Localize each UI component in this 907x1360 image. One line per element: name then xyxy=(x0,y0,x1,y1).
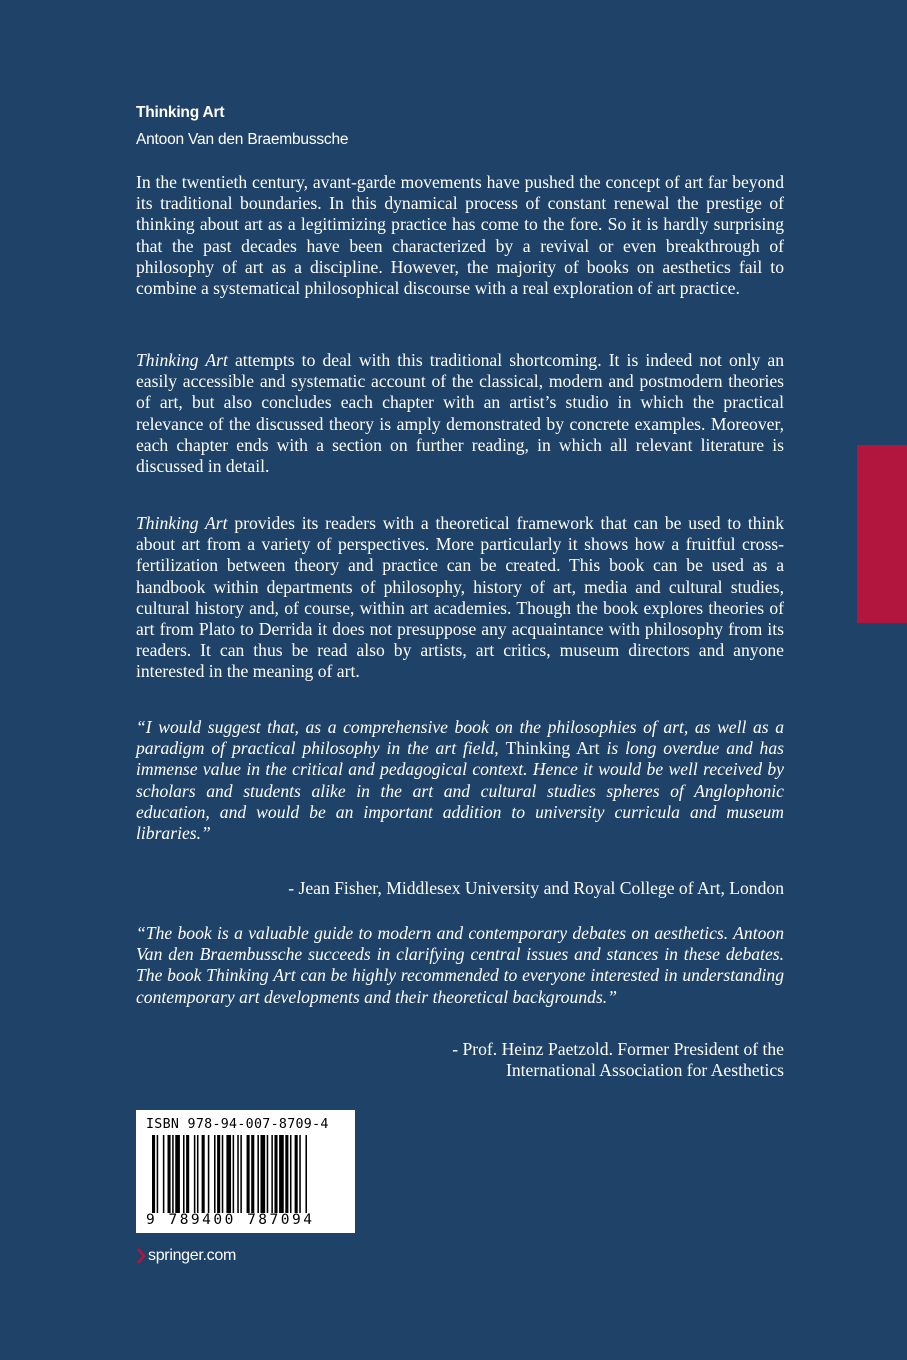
description-paragraph-3 xyxy=(136,513,784,683)
description-paragraph-2 xyxy=(136,350,784,477)
review-quote-1 xyxy=(136,717,784,844)
barcode-bar xyxy=(279,1135,284,1213)
barcode-bar xyxy=(152,1135,155,1213)
barcode-bar xyxy=(295,1135,298,1213)
barcode-bar xyxy=(247,1135,250,1213)
book-title: Thinking Art xyxy=(136,104,225,121)
barcode-bar xyxy=(267,1135,269,1213)
quote-1-book-title: Thinking Art xyxy=(505,738,600,759)
description-paragraph-1: In the twentieth century, avant-garde movements have pushed the concept of art far beyond its traditional boundaries. In this dynamical process of constant renewal the prestige of thinking about art as a legitimizing practice has come to the fore. So it is hardly surprising that the past decades have been characterized by a revival or even breakthrough of philosophy of art as a discipline. However, the majority of books on aesthetics fail to combine a systematical philosophical discourse with a real exploration of art practice. xyxy=(136,172,784,299)
publisher-link[interactable] xyxy=(136,1247,236,1265)
book-title-inline: Thinking Art xyxy=(136,350,228,370)
spine-color-tab xyxy=(857,445,907,623)
barcode-bar xyxy=(194,1135,196,1213)
review-quote-2: “The book is a valuable guide to modern and contemporary debates on aesthetics. Antoon Van den Braembussche succeeds in clarifying central issues and stances in these debates. The book Thinking Art can be highly recommended to everyone interested in understanding contemporary art developments and their theoretical backgrounds.” xyxy=(136,923,784,1007)
barcode-bar xyxy=(214,1135,216,1213)
review-attribution-2 xyxy=(184,1039,784,1081)
barcode-bar xyxy=(202,1135,205,1213)
publisher-url: springer.com xyxy=(148,1247,236,1264)
barcode-bar xyxy=(233,1135,235,1213)
barcode-bar xyxy=(226,1135,231,1213)
paragraph-3-text: provides its readers with a theoretical framework that can be used to think about art from a variety of perspectives. More particularly it shows how a fruitful cross-fertilization between theory and practice can be created. This book can be used as a handbook within departments of philosophy, history of art, media and cultural studies, cultural history and, of course, within art academies. Though the book explores theories of art from Plato to Derrida it does not presuppose any acquaintance with philosophy from its readers. It can thus be read also by artists, art critics, museum directors and anyone interested in the meaning of art. xyxy=(136,513,784,682)
barcode-bar xyxy=(251,1135,254,1213)
barcode-bar xyxy=(183,1135,185,1213)
attribution-2-line-1: - Prof. Heinz Paetzold. Former President of the xyxy=(452,1039,784,1059)
barcode-bar xyxy=(217,1135,220,1213)
barcode-bar xyxy=(257,1135,259,1213)
barcode-bar xyxy=(168,1135,171,1213)
barcode-bar xyxy=(237,1135,239,1213)
barcode-bar xyxy=(222,1135,224,1213)
barcode-bar xyxy=(163,1135,165,1213)
barcode-bar xyxy=(208,1135,210,1213)
barcode-bar xyxy=(175,1135,180,1213)
barcode-bar xyxy=(157,1135,159,1213)
barcode-bar xyxy=(305,1135,307,1213)
barcode-bar xyxy=(285,1135,288,1213)
barcode-bars xyxy=(146,1135,346,1213)
barcode-digits: 9 789400 787094 xyxy=(146,1212,315,1228)
isbn-barcode xyxy=(136,1110,355,1233)
book-author: Antoon Van den Braembussche xyxy=(136,131,349,148)
barcode-bar xyxy=(172,1135,174,1213)
isbn-label: ISBN 978-94-007-8709-4 xyxy=(146,1117,329,1132)
chevron-right-icon xyxy=(136,1247,146,1265)
barcode-bar xyxy=(197,1135,199,1213)
barcode-bar xyxy=(299,1135,301,1213)
barcode-bar xyxy=(274,1135,277,1213)
barcode-bar xyxy=(271,1135,273,1213)
attribution-2-line-2: International Association for Aesthetics xyxy=(505,1060,784,1081)
quote-1-text-before: “I would suggest that, as a comprehensive book on the philosophies of art, as well as a paradigm of practical philosophy in the art field, xyxy=(136,717,784,759)
barcode-bar xyxy=(240,1135,242,1213)
barcode-bar xyxy=(186,1135,189,1213)
barcode-bar xyxy=(290,1135,292,1213)
book-title-inline: Thinking Art xyxy=(136,513,228,533)
barcode-bar xyxy=(261,1135,266,1213)
review-attribution-1: - Jean Fisher, Middlesex University and Royal College of Art, London xyxy=(288,878,784,898)
quote-1-text-after: is long overdue and has immense value in the critical and pedagogical context. Hence it would be well received by scholars and students alike in the art and cultural studies spheres of Anglophonic education, and would be an important addition to university curricula and museum libraries.” xyxy=(136,738,784,844)
paragraph-2-text: attempts to deal with this traditional shortcoming. It is indeed not only an easily accessible and systematic account of the classical, modern and postmodern theories of art, but also concludes each chapter with an artist’s studio in which the practical relevance of the discussed theory is amply demonstrated by concrete examples. Moreover, each chapter ends with a section on further reading, in which all relevant literature is discussed in detail. xyxy=(136,350,785,477)
